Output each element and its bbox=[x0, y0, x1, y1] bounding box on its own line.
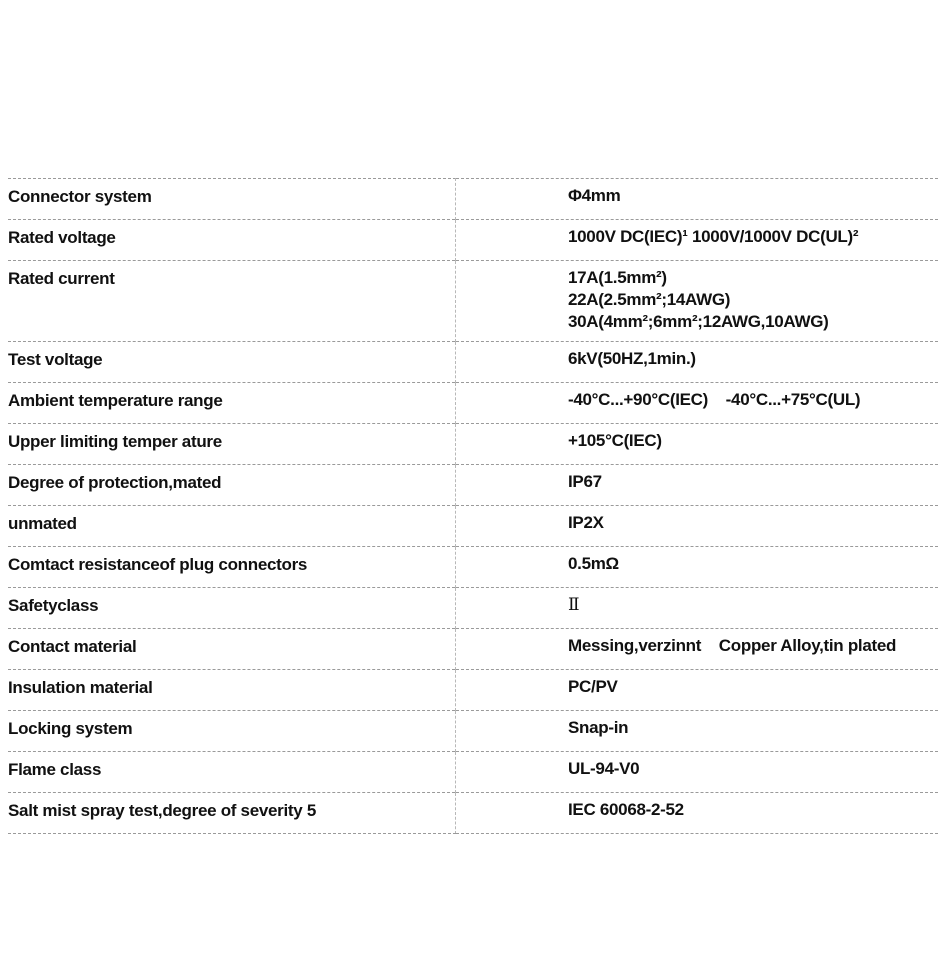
spec-value bbox=[456, 711, 939, 752]
spec-value-line: 17A(1.5mm²) bbox=[568, 268, 667, 287]
spec-value bbox=[456, 220, 939, 261]
spec-row-flame-class bbox=[8, 752, 938, 793]
spec-value-line: UL-94-V0 bbox=[568, 759, 640, 778]
spec-value-line: Ⅱ bbox=[568, 595, 580, 615]
spec-value-line: Messing,verzinnt Copper Alloy,tin plated bbox=[568, 636, 897, 655]
spec-row-degree-protection-mated bbox=[8, 465, 938, 506]
spec-value bbox=[456, 793, 939, 834]
spec-value bbox=[456, 383, 939, 424]
spec-value bbox=[456, 547, 939, 588]
spec-row-connector-system bbox=[8, 179, 938, 220]
spec-label: Rated current bbox=[8, 261, 456, 342]
spec-label: Test voltage bbox=[8, 342, 456, 383]
spec-value bbox=[456, 424, 939, 465]
spec-value-line: +105°C(IEC) bbox=[568, 431, 662, 450]
spec-label: Locking system bbox=[8, 711, 456, 752]
spec-label: Connector system bbox=[8, 179, 456, 220]
spec-value-line: 22A(2.5mm²;14AWG) bbox=[568, 290, 731, 309]
spec-row-insulation-material bbox=[8, 670, 938, 711]
spec-value-line: IP67 bbox=[568, 472, 602, 491]
spec-value-line: IEC 60068-2-52 bbox=[568, 800, 684, 819]
spec-value bbox=[456, 465, 939, 506]
spec-row-salt-mist-spray-test bbox=[8, 793, 938, 834]
spec-row-test-voltage bbox=[8, 342, 938, 383]
spec-row-contact-resistance bbox=[8, 547, 938, 588]
spec-row-safety-class bbox=[8, 588, 938, 629]
spec-label: Comtact resistanceof plug connectors bbox=[8, 547, 456, 588]
spec-label: Flame class bbox=[8, 752, 456, 793]
spec-value bbox=[456, 342, 939, 383]
specification-table bbox=[8, 178, 938, 834]
spec-label: Rated voltage bbox=[8, 220, 456, 261]
spec-row-rated-current bbox=[8, 261, 938, 342]
spec-value bbox=[456, 629, 939, 670]
spec-value bbox=[456, 752, 939, 793]
spec-value-line: IP2X bbox=[568, 513, 604, 532]
spec-label: Ambient temperature range bbox=[8, 383, 456, 424]
spec-value bbox=[456, 179, 939, 220]
spec-value-line: 6kV(50HZ,1min.) bbox=[568, 349, 696, 368]
spec-value-line: 30A(4mm²;6mm²;12AWG,10AWG) bbox=[568, 312, 829, 331]
spec-value bbox=[456, 506, 939, 547]
spec-value-line: PC/PV bbox=[568, 677, 618, 696]
spec-value bbox=[456, 670, 939, 711]
spec-label: unmated bbox=[8, 506, 456, 547]
spec-row-rated-voltage bbox=[8, 220, 938, 261]
spec-row-ambient-temperature bbox=[8, 383, 938, 424]
spec-value-line: 1000V DC(IEC)¹ 1000V/1000V DC(UL)² bbox=[568, 227, 859, 246]
spec-label: Contact material bbox=[8, 629, 456, 670]
spec-label: Safetyclass bbox=[8, 588, 456, 629]
spec-label: Salt mist spray test,degree of severity 5 bbox=[8, 793, 456, 834]
spec-row-upper-limiting-temperature bbox=[8, 424, 938, 465]
spec-row-locking-system bbox=[8, 711, 938, 752]
spec-label: Degree of protection,mated bbox=[8, 465, 456, 506]
spec-label: Upper limiting temper ature bbox=[8, 424, 456, 465]
spec-row-unmated bbox=[8, 506, 938, 547]
spec-value bbox=[456, 261, 939, 342]
spec-value-line: 0.5mΩ bbox=[568, 554, 619, 573]
spec-value bbox=[456, 588, 939, 629]
spec-value-line: -40°C...+90°C(IEC) -40°C...+75°C(UL) bbox=[568, 390, 861, 409]
spec-value-line: Φ4mm bbox=[568, 186, 621, 205]
spec-row-contact-material bbox=[8, 629, 938, 670]
spec-value-line: Snap-in bbox=[568, 718, 629, 737]
spec-label: Insulation material bbox=[8, 670, 456, 711]
